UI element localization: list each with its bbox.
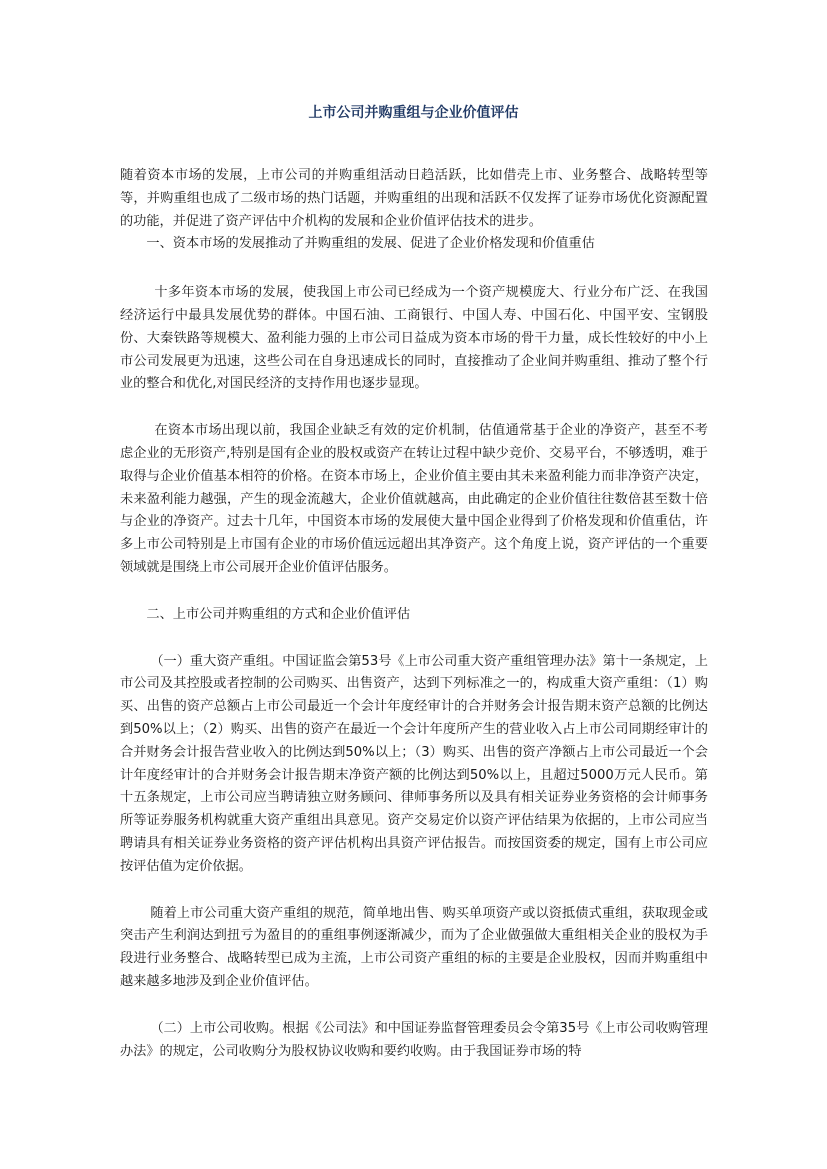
paragraph: （二）上市公司收购。根据《公司法》和中国证券监督管理委员会令第35号《上市公司收购管理办法》的规定，公司收购分为股权协议收购和要约收购。由于我国证券市场的特: [120, 1020, 708, 1059]
paragraph: 十多年资本市场的发展，使我国上市公司已经成为一个资产规模庞大、行业分布广泛、在我国经济运行中最具发展优势的群体。中国石油、工商银行、中国人寿、中国石化、中国平安、宝钢股份、大秦铁路等规模大、盈利能力强的上市公司日益成为资本市场的骨干力量，成长性较好的中小上市公司发展更为迅速，这些公司在自身迅速成长的同时，直接推动了企业间并购重组、推动了整个行业的整合和优化,对国民经济的支持作用也逐步显现。: [120, 285, 708, 392]
section-heading-1: 一、资本市场的发展推动了并购重组的发展、促进了企业价格发现和价值重估: [146, 236, 595, 252]
paragraph: 在资本市场出现以前，我国企业缺乏有效的定价机制，估值通常基于企业的净资产，甚至不考虑企业的无形资产,特别是国有企业的股权或资产在转让过程中缺少竞价、交易平台，不够透明，难于取得与企业价值基本相符的价格。在资本市场上，企业价值主要由其未来盈利能力而非净资产决定，未来盈利能力越强，产生的现金流越大，企业价值就越高，由此确定的企业价值往往数倍甚至数十倍与企业的净资产。过去十几年，中国资本市场的发展使大量中国企业得到了价格发现和价值重估，许多上市公司特别是上市国有企业的市场价值远远超出其净资产。这个角度上说，资产评估的一个重要领域就是围绕上市公司展开企业价值评估服务。: [120, 423, 708, 575]
document-title: 上市公司并购重组与企业价值评估: [308, 105, 519, 121]
section-heading-2: 二、上市公司并购重组的方式和企业价值评估: [146, 606, 411, 622]
paragraph-intro: 随着资本市场的发展，上市公司的并购重组活动日趋活跃，比如借壳上市、业务整合、战略转型等等，并购重组也成了二级市场的热门话题，并购重组的出现和活跃不仅发挥了证券市场优化资源配置的功能，并促进了资产评估中介机构的发展和企业价值评估技术的进步。: [120, 168, 708, 229]
paragraph: （一）重大资产重组。中国证监会第53号《上市公司重大资产重组管理办法》第十一条规定，上市公司及其控股或者控制的公司购买、出售资产，达到下列标准之一的，构成重大资产重组：（1）购买、出售的资产总额占上市公司最近一个会计年度经审计的合并财务会计报告期末资产总额的比例达到50%以上；（2）购买、出售的资产在最近一个会计年度所产生的营业收入占上市公司同期经审计的合并财务会计报告营业收入的比例达到50%以上；（3）购买、出售的资产净额占上市公司最近一个会计年度经审计的合并财务会计报告期末净资产额的比例达到50%以上，且超过5000万元人民币。第十五条规定，上市公司应当聘请独立财务顾问、律师事务所以及具有相关证券业务资格的会计师事务所等证券服务机构就重大资产重组出具意见。资产交易定价以资产评估结果为依据的，上市公司应当聘请具有相关证券业务资格的资产评估机构出具资产评估报告。而按国资委的规定，国有上市公司应按评估值为定价依据。: [120, 653, 708, 874]
paragraph: 随着上市公司重大资产重组的规范，简单地出售、购买单项资产或以资抵债式重组，获取现金或突击产生利润达到扭亏为盈目的的重组事例逐渐减少，而为了企业做强做大重组相关企业的股权为手段进行业务整合、战略转型已成为主流，上市公司资产重组的标的主要是企业股权，因而并购重组中越来越多地涉及到企业价值评估。: [120, 905, 708, 989]
document-body: [120, 165, 708, 1063]
